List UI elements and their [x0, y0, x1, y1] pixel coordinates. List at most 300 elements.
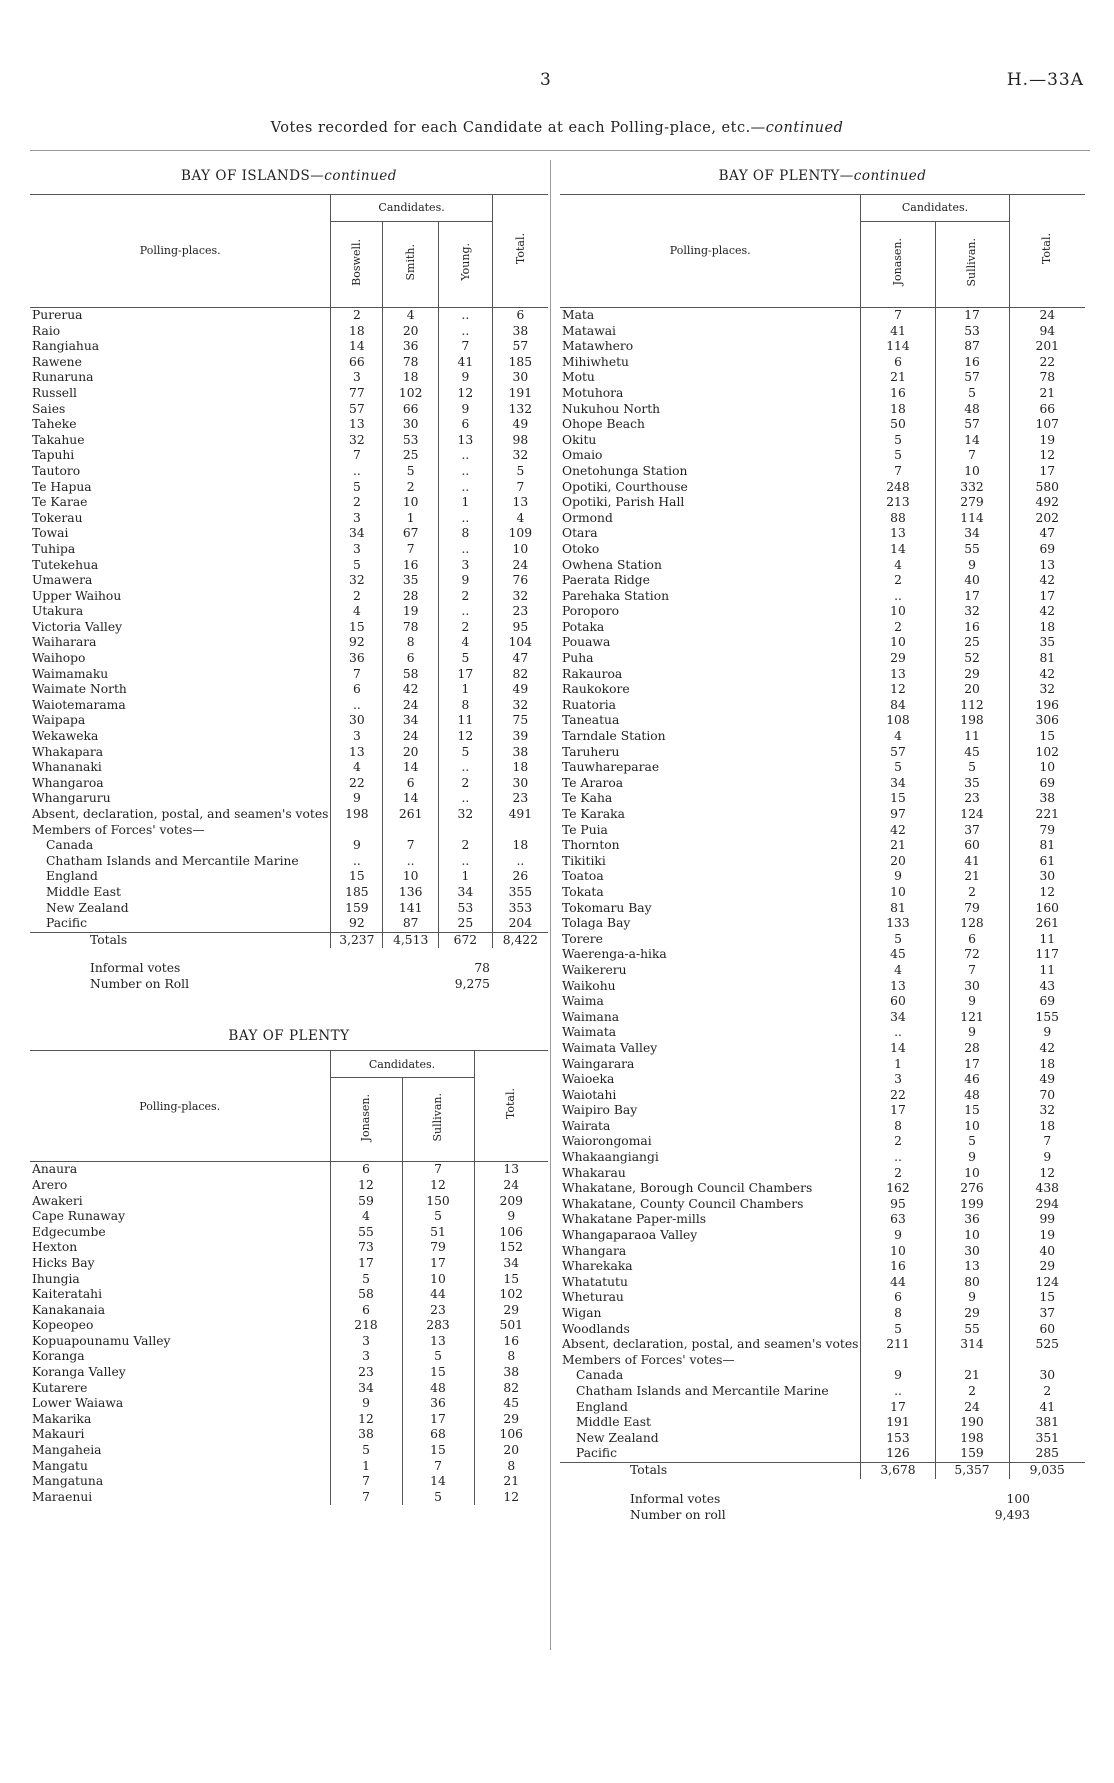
bop-right-place-name: Omaio: [562, 448, 603, 463]
bop-right-value: 9: [935, 558, 1009, 574]
bop-right-value: 41: [861, 324, 935, 340]
bop-right-value: 38: [1009, 791, 1085, 807]
bop-right-row: [560, 589, 1085, 605]
bop-right-row: [560, 573, 1085, 589]
bop-right-value: 128: [935, 916, 1009, 932]
bop-right-place-name: Middle East: [576, 1415, 651, 1430]
bop-right-place-name: Raukokore: [562, 682, 630, 697]
boi-value: 49: [492, 417, 548, 433]
bop-right-place-name: Waikohu: [562, 978, 616, 993]
bop-right-place-name: Absent, declaration, postal, and seamen's votes: [562, 1337, 859, 1352]
bop-right-row: [560, 308, 1085, 324]
boi-value: 12: [439, 386, 493, 402]
bop-right-value: 10: [935, 1119, 1009, 1135]
bop-right-value: 5: [861, 760, 935, 776]
boi-value: 1: [383, 511, 439, 527]
bop-right-value: 22: [861, 1088, 935, 1104]
bop-left-value: 218: [330, 1318, 402, 1334]
bop-right-candidates-header: Candidates.: [861, 195, 1009, 222]
bop-left-value: 15: [402, 1365, 474, 1381]
bop-right-value: 2: [861, 1134, 935, 1150]
bop-right-row: [560, 1181, 1085, 1197]
boi-value: 67: [383, 526, 439, 542]
bop-right-row: [560, 1431, 1085, 1447]
boi-value: 38: [492, 324, 548, 340]
bop-right-value: 81: [1009, 651, 1085, 667]
bop-right-value: 16: [861, 1259, 935, 1275]
boi-roll-value: 9,275: [454, 977, 490, 992]
bop-right-row: [560, 916, 1085, 932]
boi-place-name: Takahue: [32, 432, 85, 447]
bop-right-row: [560, 651, 1085, 667]
bop-right-value: 40: [1009, 1244, 1085, 1260]
boi-candidate-young: Young.: [439, 222, 493, 308]
bop-right-value: 10: [1009, 760, 1085, 776]
bop-right-value: 5: [861, 448, 935, 464]
bop-right-value: 10: [861, 885, 935, 901]
boi-total-young: 672: [439, 932, 493, 948]
bop-left-value: 102: [474, 1287, 548, 1303]
bop-left-value: 20: [474, 1443, 548, 1459]
boi-value: 4: [383, 308, 439, 324]
boi-value: 34: [383, 713, 439, 729]
bop-right-place-name: New Zealand: [576, 1430, 659, 1445]
bop-right-value: 41: [1009, 1400, 1085, 1416]
boi-value: 191: [492, 386, 548, 402]
boi-value: 53: [439, 901, 493, 917]
bop-left-row: [30, 1381, 548, 1397]
bop-left-place-name: Mangaheia: [32, 1443, 102, 1458]
bop-left-title: BAY OF PLENTY: [228, 1028, 350, 1045]
bop-right-value: 5: [861, 1322, 935, 1338]
bop-right-value: 34: [935, 526, 1009, 542]
bop-right-value: 43: [1009, 979, 1085, 995]
bop-right-row: [560, 355, 1085, 371]
bop-left-value: 17: [402, 1412, 474, 1428]
boi-value: 4: [331, 604, 383, 620]
bop-left-row: [30, 1256, 548, 1272]
bop-left-value: 23: [330, 1365, 402, 1381]
boi-value: 8: [383, 635, 439, 651]
bop-right-value: 49: [1009, 1072, 1085, 1088]
bop-right-place-name: Ruatoria: [562, 697, 616, 712]
boi-value: 13: [439, 433, 493, 449]
bop-right-row: [560, 1306, 1085, 1322]
bop-right-row: [560, 838, 1085, 854]
bop-right-value: 17: [861, 1400, 935, 1416]
bop-left-value: 283: [402, 1318, 474, 1334]
bop-right-value: 5: [935, 386, 1009, 402]
bop-right-row: [560, 1275, 1085, 1291]
bop-right-place-name: Paerata Ridge: [562, 573, 650, 588]
bop-left-place-name: Kaiteratahi: [32, 1287, 103, 1302]
bop-right-total-all: 9,035: [1009, 1462, 1085, 1478]
bop-right-value: 5: [861, 932, 935, 948]
boi-value: ..: [439, 760, 493, 776]
boi-value: 5: [383, 464, 439, 480]
boi-value: [492, 823, 548, 839]
bop-left-row: [30, 1459, 548, 1475]
boi-value: 25: [383, 448, 439, 464]
boi-value: 141: [383, 901, 439, 917]
boi-value: 24: [383, 729, 439, 745]
boi-value: 58: [383, 667, 439, 683]
bop-right-value: 18: [1009, 1057, 1085, 1073]
boi-value: 6: [439, 417, 493, 433]
bop-right-row: [560, 713, 1085, 729]
bop-right-value: 99: [1009, 1212, 1085, 1228]
bop-right-value: 10: [935, 1228, 1009, 1244]
boi-value: 38: [492, 745, 548, 761]
boi-value: 77: [331, 386, 383, 402]
boi-value: 11: [439, 713, 493, 729]
bop-right-value: 15: [935, 1103, 1009, 1119]
bop-left-value: 5: [402, 1209, 474, 1225]
bop-right-row: [560, 1103, 1085, 1119]
bop-right-value: 14: [935, 433, 1009, 449]
bop-right-value: 314: [935, 1337, 1009, 1353]
bop-right-row: [560, 1228, 1085, 1244]
bop-left-place-name: Koranga: [32, 1349, 85, 1364]
bop-right-value: 11: [1009, 932, 1085, 948]
boi-value: 57: [492, 339, 548, 355]
bop-left-value: 4: [330, 1209, 402, 1225]
boi-value: 3: [331, 511, 383, 527]
boi-value: ..: [331, 464, 383, 480]
bop-left-value: 14: [402, 1474, 474, 1490]
boi-value: 2: [439, 620, 493, 636]
boi-value: 26: [492, 869, 548, 885]
bop-left-place-name: Kopuapounamu Valley: [32, 1333, 171, 1348]
bop-left-value: 7: [330, 1474, 402, 1490]
boi-value: 32: [331, 433, 383, 449]
page-heading: [0, 120, 1114, 136]
bop-right-place-name: Rakauroa: [562, 666, 623, 681]
boi-place-name: Utakura: [32, 604, 84, 619]
boi-value: 2: [439, 589, 493, 605]
bop-right-value: 381: [1009, 1415, 1085, 1431]
boi-place-name: Umawera: [32, 573, 93, 588]
bop-right-value: 63: [861, 1212, 935, 1228]
boi-place-name: Waipapa: [32, 713, 86, 728]
bop-left-value: 8: [474, 1349, 548, 1365]
bop-right-value: 7: [935, 448, 1009, 464]
boi-value: 24: [492, 558, 548, 574]
bop-right-value: 2: [935, 885, 1009, 901]
bop-right-value: 60: [935, 838, 1009, 854]
boi-row: [30, 324, 548, 340]
boi-value: 6: [383, 776, 439, 792]
bop-left-value: 58: [330, 1287, 402, 1303]
bop-right-place-name: Members of Forces' votes—: [562, 1352, 735, 1367]
bop-right-row: [560, 745, 1085, 761]
bop-right-value: 61: [1009, 854, 1085, 870]
boi-total-header: Total.: [492, 195, 548, 308]
bop-right-table: [560, 194, 1085, 1479]
boi-value: 30: [331, 713, 383, 729]
boi-row: [30, 386, 548, 402]
bop-right-place-name: Owhena Station: [562, 557, 662, 572]
boi-total-all: 8,422: [492, 932, 548, 948]
bop-left-value: 55: [330, 1225, 402, 1241]
boi-value: 9: [439, 573, 493, 589]
boi-value: 3: [331, 370, 383, 386]
bop-left-candidate-jonasen: Jonasen.: [330, 1078, 402, 1162]
boi-value: ..: [439, 308, 493, 324]
bop-right-total-header: Total.: [1009, 195, 1085, 308]
bop-right-value: 42: [1009, 573, 1085, 589]
boi-value: 39: [492, 729, 548, 745]
boi-place-name: Tapuhi: [32, 448, 75, 463]
bop-right-table-body: [560, 308, 1085, 1463]
boi-row: [30, 838, 548, 854]
bop-right-value: 20: [861, 854, 935, 870]
boi-value: 32: [492, 698, 548, 714]
boi-row: [30, 807, 548, 823]
boi-value: 2: [439, 838, 493, 854]
bop-right-value: 32: [935, 604, 1009, 620]
boi-value: ..: [439, 448, 493, 464]
bop-right-value: 25: [935, 635, 1009, 651]
bop-left-value: 29: [474, 1412, 548, 1428]
bop-right-value: 11: [1009, 963, 1085, 979]
bop-right-row: [560, 1415, 1085, 1431]
boi-place-name: Tokerau: [32, 510, 83, 525]
bop-right-value: 9: [1009, 1150, 1085, 1166]
boi-row: [30, 776, 548, 792]
bop-right-row: [560, 448, 1085, 464]
bop-right-place-name: Taruheru: [562, 744, 620, 759]
bop-right-row: [560, 1134, 1085, 1150]
boi-row: [30, 308, 548, 324]
boi-value: 6: [383, 651, 439, 667]
bop-left-row: [30, 1412, 548, 1428]
bop-right-place-name: Motuhora: [562, 385, 624, 400]
boi-value: 47: [492, 651, 548, 667]
bop-right-place-name: Potaka: [562, 619, 605, 634]
boi-value: 5: [439, 745, 493, 761]
boi-place-name: Wekaweka: [32, 729, 99, 744]
bop-left-value: 7: [402, 1162, 474, 1178]
boi-value: 36: [331, 651, 383, 667]
bop-left-value: 38: [330, 1427, 402, 1443]
boi-place-name: Upper Waihou: [32, 588, 122, 603]
boi-row: [30, 667, 548, 683]
boi-value: 32: [492, 589, 548, 605]
boi-value: 2: [331, 308, 383, 324]
bop-left-place-name: Cape Runaway: [32, 1209, 126, 1224]
bop-left-row: [30, 1427, 548, 1443]
bop-right-value: 492: [1009, 495, 1085, 511]
bop-right-value: 201: [1009, 339, 1085, 355]
bop-right-value: 37: [1009, 1306, 1085, 1322]
boi-place-name: Saies: [32, 401, 66, 416]
boi-value: 18: [331, 324, 383, 340]
bop-right-value: 276: [935, 1181, 1009, 1197]
bop-right-row: [560, 402, 1085, 418]
bop-right-place-name: Whatatutu: [562, 1274, 628, 1289]
bop-right-value: 17: [935, 308, 1009, 324]
bop-right-row: [560, 324, 1085, 340]
boi-value: 32: [331, 573, 383, 589]
bop-right-value: 438: [1009, 1181, 1085, 1197]
boi-value: ..: [492, 854, 548, 870]
boi-informal-value: 78: [474, 961, 490, 976]
bop-left-place-name: Mangatuna: [32, 1474, 104, 1489]
bop-right-value: 97: [861, 807, 935, 823]
bop-right-value: 2: [861, 573, 935, 589]
bop-right-place-name: Tikitiki: [562, 853, 606, 868]
bop-right-row: [560, 511, 1085, 527]
bop-right-value: 48: [935, 402, 1009, 418]
bop-right-value: 79: [935, 901, 1009, 917]
boi-value: 17: [439, 667, 493, 683]
boi-place-name: Waimate North: [32, 682, 127, 697]
bop-right-row: [560, 417, 1085, 433]
bop-right-value: 6: [861, 355, 935, 371]
bop-right-totals-label: Totals: [630, 1462, 668, 1477]
bop-right-place-name: Whakarau: [562, 1165, 626, 1180]
bop-right-row: [560, 1322, 1085, 1338]
boi-row: [30, 526, 548, 542]
boi-value: 22: [331, 776, 383, 792]
bop-right-value: 294: [1009, 1197, 1085, 1213]
bop-right-row: [560, 698, 1085, 714]
bop-right-value: 44: [861, 1275, 935, 1291]
bop-right-value: 199: [935, 1197, 1009, 1213]
bop-right-value: 285: [1009, 1446, 1085, 1462]
bop-right-value: 16: [935, 620, 1009, 636]
bop-right-value: 117: [1009, 947, 1085, 963]
boi-value: ..: [331, 698, 383, 714]
bop-right-value: 48: [935, 1088, 1009, 1104]
boi-value: 2: [439, 776, 493, 792]
bop-right-place-name: Torere: [562, 931, 603, 946]
boi-place-name: Taheke: [32, 417, 77, 432]
bop-left-place-name: Lower Waiawa: [32, 1396, 124, 1411]
bop-left-place-name: Makarika: [32, 1411, 92, 1426]
bop-left-value: 5: [402, 1490, 474, 1506]
bop-left-place-name: Makauri: [32, 1427, 85, 1442]
bop-right-row: [560, 823, 1085, 839]
bop-right-row: [560, 1244, 1085, 1260]
boi-value: ..: [439, 324, 493, 340]
bop-right-place-name: Wigan: [562, 1306, 602, 1320]
bop-right-row: [560, 791, 1085, 807]
bop-right-place-name: Motu: [562, 370, 595, 385]
bop-right-value: 7: [861, 308, 935, 324]
boi-row: [30, 417, 548, 433]
boi-value: 20: [383, 745, 439, 761]
boi-value: 4: [439, 635, 493, 651]
bop-left-polling-header: Polling-places.: [30, 1051, 330, 1162]
bop-right-row: [560, 776, 1085, 792]
boi-value: 20: [383, 324, 439, 340]
boi-value: 5: [331, 558, 383, 574]
bop-right-value: 34: [861, 776, 935, 792]
boi-value: 15: [331, 869, 383, 885]
bop-left-row: [30, 1194, 548, 1210]
bop-left-candidate-sullivan: Sullivan.: [402, 1078, 474, 1162]
bop-right-value: 12: [1009, 448, 1085, 464]
bop-right-value: 46: [935, 1072, 1009, 1088]
bop-right-row: [560, 1290, 1085, 1306]
boi-value: 6: [331, 682, 383, 698]
bop-left-value: 44: [402, 1287, 474, 1303]
bop-right-place-name: Waioeka: [562, 1072, 615, 1087]
bop-right-place-name: Waimata: [562, 1025, 617, 1040]
boi-value: 3: [331, 729, 383, 745]
bop-right-value: ..: [861, 1384, 935, 1400]
bop-right-value: 5: [861, 433, 935, 449]
bop-left-row: [30, 1474, 548, 1490]
bop-left-value: 3: [330, 1349, 402, 1365]
boi-value: 18: [492, 838, 548, 854]
bop-right-value: 42: [1009, 667, 1085, 683]
bop-right-value: 4: [861, 963, 935, 979]
bop-right-value: 6: [861, 1290, 935, 1306]
boi-row: [30, 480, 548, 496]
boi-value: 10: [383, 869, 439, 885]
bop-right-value: 9: [861, 1228, 935, 1244]
bop-right-value: 155: [1009, 1010, 1085, 1026]
bop-right-place-name: Poroporo: [562, 604, 620, 619]
bop-left-value: 7: [330, 1490, 402, 1506]
bop-right-value: 32: [1009, 1103, 1085, 1119]
boi-value: ..: [439, 464, 493, 480]
boi-value: 75: [492, 713, 548, 729]
boi-row: [30, 589, 548, 605]
bop-right-value: 95: [861, 1197, 935, 1213]
page-number: 3: [540, 70, 551, 90]
bop-right-value: 10: [935, 1166, 1009, 1182]
boi-row: [30, 558, 548, 574]
boi-row: [30, 698, 548, 714]
bop-right-value: 124: [1009, 1275, 1085, 1291]
bop-right-place-name: Parehaka Station: [562, 588, 670, 603]
bop-right-value: 29: [861, 651, 935, 667]
boi-value: 4: [331, 760, 383, 776]
bop-left-table: [30, 1050, 548, 1505]
bop-right-value: 4: [861, 558, 935, 574]
boi-value: 34: [331, 526, 383, 542]
bop-left-value: 34: [330, 1381, 402, 1397]
bop-right-place-name: Tolaga Bay: [562, 916, 631, 931]
bop-right-row: [560, 542, 1085, 558]
bop-right-row: [560, 464, 1085, 480]
bop-left-row: [30, 1396, 548, 1412]
bop-right-value: 35: [1009, 635, 1085, 651]
bop-right-row: [560, 1150, 1085, 1166]
bop-right-value: 114: [861, 339, 935, 355]
bop-right-row: [560, 1041, 1085, 1057]
bop-right-row: [560, 994, 1085, 1010]
boi-value: 261: [383, 807, 439, 823]
bop-right-value: 306: [1009, 713, 1085, 729]
bop-right-row: [560, 480, 1085, 496]
bop-right-value: 13: [861, 979, 935, 995]
bop-right-place-name: Waiotahi: [562, 1087, 617, 1102]
bop-right-value: 21: [861, 838, 935, 854]
boi-value: 78: [383, 355, 439, 371]
boi-place-name: Whangaruru: [32, 791, 111, 806]
bop-left-row: [30, 1349, 548, 1365]
bop-right-place-name: Chatham Islands and Mercantile Marine: [576, 1383, 829, 1398]
bop-right-place-name: Wheturau: [562, 1290, 624, 1305]
bop-right-value: [935, 1353, 1009, 1369]
bop-right-value: 81: [1009, 838, 1085, 854]
bop-left-value: 6: [330, 1162, 402, 1178]
